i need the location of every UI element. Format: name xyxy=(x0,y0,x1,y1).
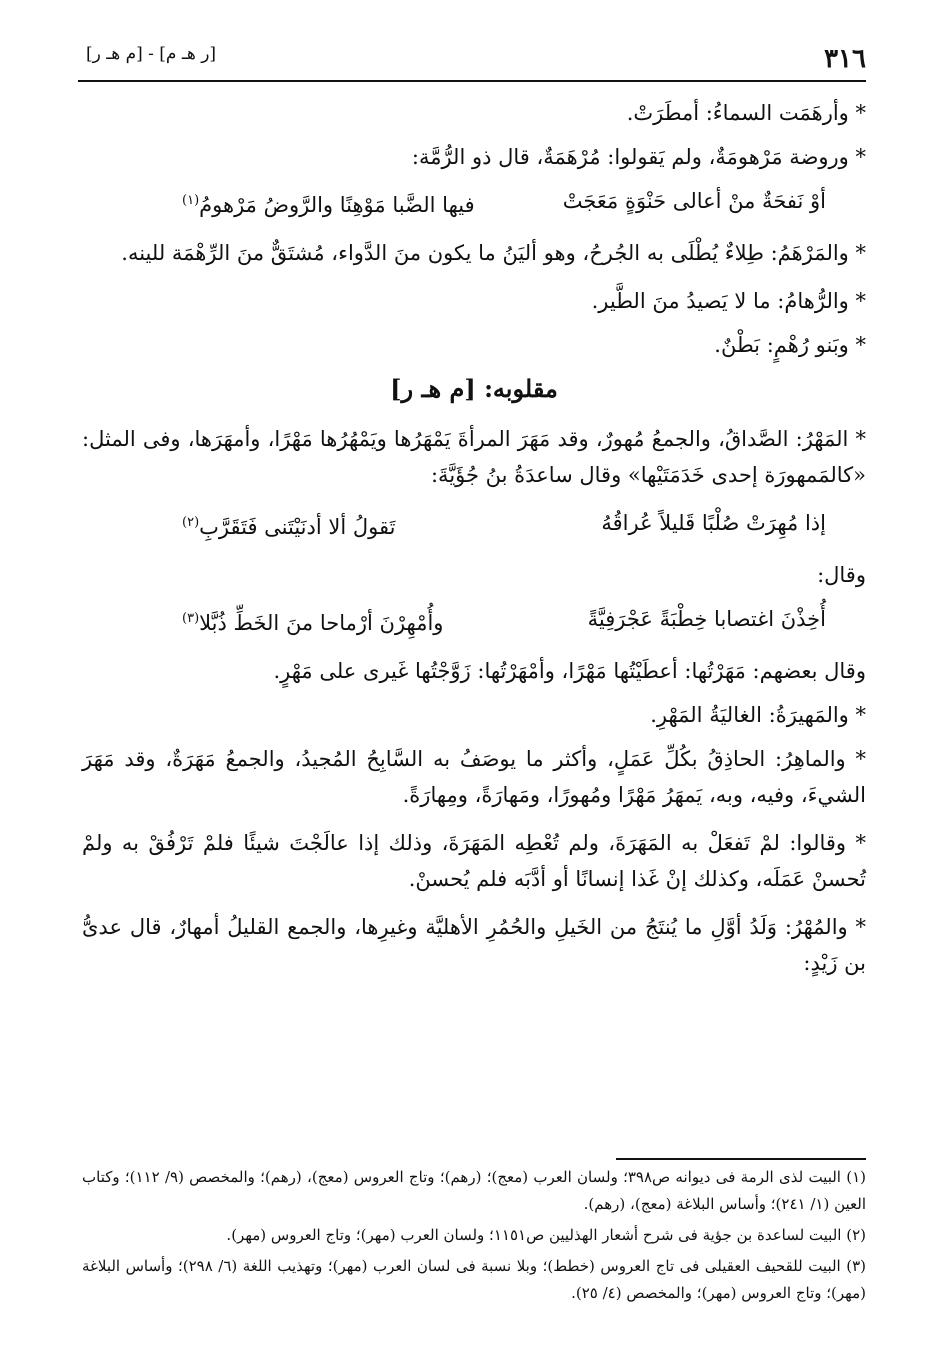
entry-paragraph: وقال: xyxy=(817,563,866,587)
footnotes xyxy=(82,1164,866,1311)
entry-paragraph: * وأرهَمَت السماءُ: أمطَرَتْ. xyxy=(626,101,866,125)
entry-paragraph: * والرُّهامُ: ما لا يَصيدُ منَ الطَّير. xyxy=(591,289,866,313)
footnote: (١) البيت لذى الرمة فى ديوانه ص٣٩٨؛ ولسان العرب (معج)؛ (رهم)؛ وتاج العروس (معج)، (رهم)؛ والمخصص (٩/ ١١٢)؛ وكتاب العين (١/ ٢٤١)؛ وأساس البلاغة (معج)، (رهم). xyxy=(82,1168,866,1213)
footnote: (٣) البيت للقحيف العقيلى فى تاج العروس (خطط)؛ وبلا نسبة فى لسان العرب (مهر)؛ وتهذيب اللغة (٦/ ٢٩٨)؛ وأساس البلاغة (مهر)؛ وتاج العروس (مهر)؛ والمخصص (٤/ ٢٥). xyxy=(82,1257,866,1302)
footnote: (٢) البيت لساعدة بن جؤية فى شرح أشعار الهذليين ص١١٥١؛ ولسان العرب (مهر)؛ وتاج العروس (مهر). xyxy=(226,1226,866,1244)
header-rule xyxy=(78,80,866,82)
entry-paragraph: * المَهْرُ: الصَّداقُ، والجمعُ مُهورٌ، وقد مَهَرَ المرأةَ يَمْهَرُها ويَمْهُرُها مَهْرًا، وأمهَرَها، وفى المثل: «كالمَمهورَة إحدى خَدَمَتَيْها» وقال ساعدَةُ بنُ جُؤَيَّةَ: xyxy=(82,427,866,487)
verse-hemistich: وأُمْهِرْنَ أرْماحا منَ الخَطِّ ذُبَّلا$^{(٣)}$ xyxy=(182,611,444,635)
page-body xyxy=(82,95,866,993)
entry-paragraph: * والماهِرُ: الحاذِقُ بكُلِّ عَمَلٍ، وأكثر ما يوصَفُ به السَّابِحُ المُجيدُ، والجمعُ مَهَرَةٌ، وقد مَهَرَ الشيءَ، وفيه، وبه، يَمهَرُ مَهْرًا ومُهورًا، ومَهارَةً، ومِهارَةً. xyxy=(82,747,866,807)
entry-paragraph: وقال بعضهم: مَهَرْتُها: أعطَيْتُها مَهْرًا، وأمْهَرْتُها: زَوَّجْتُها غَيرى على مَهْرٍ. xyxy=(273,659,866,683)
page-number: ٣١٦ xyxy=(824,44,866,74)
section-heading: مقلوبه: [م هـ ر] xyxy=(390,374,558,403)
entry-paragraph: * والمَهيرَةُ: الغاليَةُ المَهْرِ. xyxy=(650,703,866,727)
footnote-marker: (٢) xyxy=(182,515,200,530)
verse-hemistich: فيها الضَّبا مَوْهِنًا والرَّوضُ مَرْهومُ$^{(١)}$ xyxy=(182,193,475,217)
verse-line xyxy=(82,601,866,641)
verse-hemistich: أوْ نَفحَةٌ منْ أعالى حَنْوَةٍ مَعَجَتْ xyxy=(562,189,826,213)
verse-hemistich: تَقولُ ألا أدنَيْتَنى فَتَقَرَّبِ$^{(٢)}$ xyxy=(182,515,396,539)
verse-hemistich: إذا مُهِرَتْ صُلْبًا قَليلاً عُراقُهُ xyxy=(601,511,826,535)
entry-paragraph: * وروضة مَرْهومَةٌ، ولم يَقولوا: مُرْهَمَةٌ، قال ذو الرُّمَّة: xyxy=(411,145,866,169)
verse-hemistich: أُخِذْنَ اغتصابا خِطْبَةً عَجْرَفِيَّةً xyxy=(587,607,826,631)
entry-paragraph: * والمُهْرُ: وَلَدُ أوَّلِ ما يُنتَجُ من الخَيلِ والحُمُرِ الأهليَّة وغيرِها، والجمع القليلُ أمهارٌ، قال عدىُّ بن زَيْدٍ: xyxy=(82,915,866,975)
entry-paragraph: * والمَرْهَمُ: طِلاءٌ يُطْلَى به الجُرحُ، وهو أليَنُ ما يكون منَ الدَّواء، مُشتَقٌّ منَ الرِّهْمَة للينه. xyxy=(121,241,866,265)
running-header: [ر هـ م] - [م هـ ر] xyxy=(86,44,217,64)
footnote-rule xyxy=(616,1158,866,1160)
verse-line xyxy=(82,183,866,223)
entry-paragraph: * وبَنو رُهْمٍ: بَطْنٌ. xyxy=(714,333,866,357)
entry-paragraph: * وقالوا: لمْ تَفعَلْ به المَهَرَةَ، ولم تُعْطِه المَهَرَةَ، وذلك إذا عالَجْتَ شيئًا فلمْ تَرْفُقْ به ولمْ تُحسنْ عَمَلَه، وكذلك إنْ غَذا إنسانًا أو أدَّبَه فلم يُحسنْ. xyxy=(82,831,866,891)
verse-line xyxy=(82,505,866,545)
footnote-marker: (٣) xyxy=(182,611,200,626)
footnote-marker: (١) xyxy=(182,193,200,208)
